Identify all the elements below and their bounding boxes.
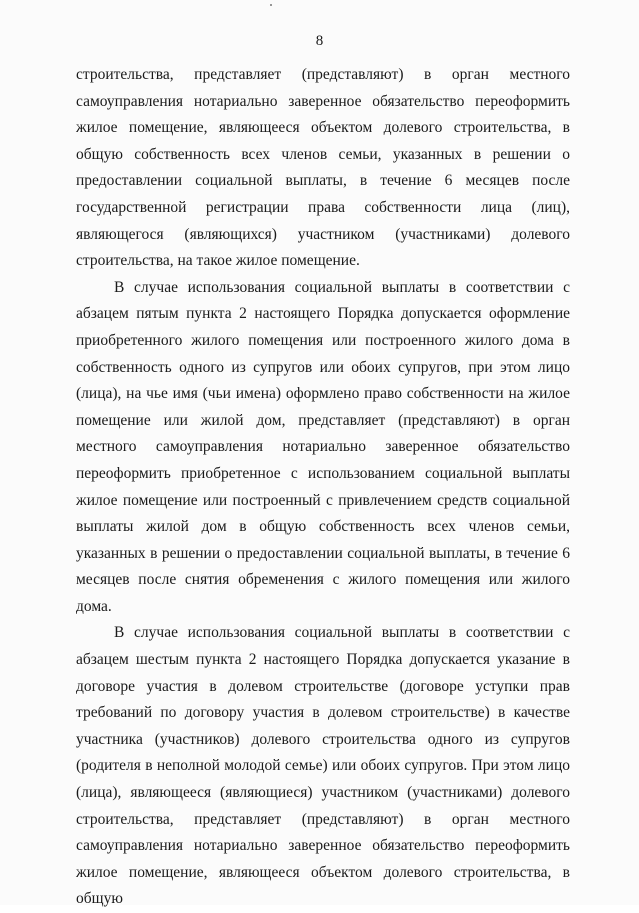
page-number: 8 [315,33,324,49]
document-body [76,62,570,913]
paragraph-3: В случае использования социальной выплаты в соответствии с абзацем шестым пункта 2 настоящего Порядка допускается указание в договоре участия в долевом строительстве (договоре уступки прав требований по договору участия в долевом строительстве) в качестве участника (участников) долевого строительства одного из супругов (родителя в неполной молодой семье) или обоих супругов. При этом лицо (лица), являющееся (являющиеся) участником (участниками) долевого строительства, представляет (представляют) в орган местного самоуправления нотариально заверенное обязательство переоформить жилое помещение, являющееся объектом долевого строительства, в общую [76,624,570,908]
scan-artifact [270,4,272,6]
paragraph-1: строительства, представляет (представляют) в орган местного самоуправления нотариально заверенное обязательство переоформить жилое помещение, являющееся объектом долевого строительства, в общую собственность всех членов семьи, указанных в решении о предоставлении социальной выплаты, в течение 6 месяцев после государственной регистрации права собственности лица (лиц), являющегося (являющихся) участником (участниками) долевого строительства, на такое жилое помещение. [76,66,570,270]
paragraph-2: В случае использования социальной выплаты в соответствии с абзацем пятым пункта 2 настоящего Порядка допускается оформление приобретенного жилого помещения или построенного жилого дома в собственность одного из супругов или обоих супругов, при этом лицо (лица), на чье имя (чьи имена) оформлено право собственности на жилое помещение или жилой дом, представляет (представляют) в орган местного самоуправления нотариально заверенное обязательство переоформить приобретенное с использованием социальной выплаты жилое помещение или построенный с привлечением средств социальной выплаты жилой дом в общую собственность всех членов семьи, указанных в решении о предоставлении социальной выплаты, в течение 6 месяцев после снятия обременения с жилого помещения или жилого дома. [76,278,570,615]
